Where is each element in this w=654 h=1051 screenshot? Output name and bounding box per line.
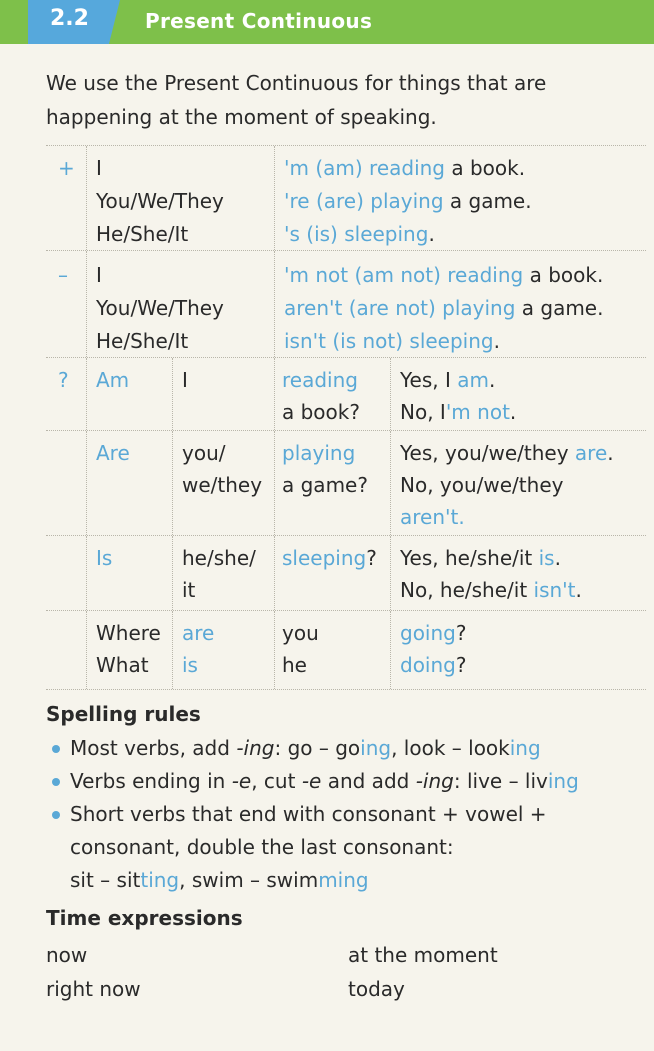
auxiliary: Am	[96, 368, 130, 392]
object: a game.	[515, 296, 604, 320]
verb-form: aren't (are not) playing	[284, 296, 516, 320]
verb-phrase	[284, 292, 603, 325]
question-symbol: ?	[58, 368, 69, 392]
subject: He/She/It	[96, 222, 189, 246]
short-answer-yes: Yes, I am.	[400, 368, 496, 392]
spelling-rules-title: Spelling rules	[46, 702, 201, 726]
subject: we/they	[182, 473, 263, 497]
short-answer-no-cont: aren't.	[400, 505, 465, 529]
short-answer-no: No, you/we/they	[400, 473, 564, 497]
section-number: 2.2	[50, 6, 89, 31]
section-header	[0, 0, 654, 44]
subject: he/she/	[182, 546, 256, 570]
question-row-are	[46, 430, 646, 535]
time-expression: right now	[46, 977, 141, 1001]
verb-phrase: doing?	[400, 653, 467, 677]
auxiliary: Is	[96, 546, 113, 570]
object: .	[428, 222, 435, 246]
verb-phrase	[284, 185, 532, 218]
verb-form: playing	[282, 441, 356, 465]
object: a game?	[282, 473, 368, 497]
object: a game.	[443, 189, 532, 213]
subject: I	[182, 368, 188, 392]
bullet-icon	[52, 811, 60, 819]
subject: you/	[182, 441, 226, 465]
spelling-rules-list	[46, 732, 636, 897]
intro-line-2: happening at the moment of speaking.	[46, 105, 437, 129]
spelling-rule: Short verbs that end with consonant + vowel + consonant, double the last consonant: sit – sitting, swim – swimming	[46, 798, 636, 897]
section-title: Present Continuous	[145, 9, 373, 33]
auxiliary: Are	[96, 441, 130, 465]
subject: I	[96, 263, 102, 287]
verb-phrase	[284, 259, 603, 292]
subject: You/We/They	[96, 189, 224, 213]
intro-line-1: We use the Present Continuous for things that are	[46, 71, 547, 95]
time-expression: at the moment	[348, 943, 498, 967]
plus-symbol: +	[58, 156, 75, 180]
subject: he	[282, 653, 307, 677]
subject: you	[282, 621, 319, 645]
spelling-rule: Verbs ending in -e, cut -e and add -ing: live – living	[46, 765, 636, 798]
verb-phrase	[284, 325, 500, 358]
object: .	[493, 329, 500, 353]
intro-text	[46, 66, 626, 134]
verb-form: reading	[282, 368, 358, 392]
question-row-am	[46, 357, 646, 430]
minus-symbol: –	[58, 263, 68, 287]
short-answer-no: No, he/she/it isn't.	[400, 578, 582, 602]
verb-form: isn't (is not) sleeping	[284, 329, 494, 353]
verb-phrase	[284, 218, 435, 251]
wh-question-row	[46, 610, 646, 690]
subject: You/We/They	[96, 296, 224, 320]
time-expressions-title: Time expressions	[46, 906, 243, 930]
object: a book?	[282, 400, 360, 424]
subject: I	[96, 156, 102, 180]
wh-word: Where	[96, 621, 161, 645]
verb-phrase	[284, 152, 525, 185]
auxiliary: is	[182, 653, 198, 677]
time-expression: now	[46, 943, 88, 967]
short-answer-yes: Yes, he/she/it is.	[400, 546, 561, 570]
affirmative-row	[46, 145, 646, 250]
verb-phrase: going?	[400, 621, 467, 645]
verb-form: 'm (am) reading	[284, 156, 446, 180]
verb-form: 's (is) sleeping	[284, 222, 429, 246]
question-row-is	[46, 535, 646, 610]
object: a book.	[523, 263, 604, 287]
object: a book.	[445, 156, 526, 180]
verb-form: 'm not (am not) reading	[284, 263, 524, 287]
subject: He/She/It	[96, 329, 189, 353]
bullet-icon	[52, 778, 60, 786]
spelling-rule: Most verbs, add -ing: go – going, look – looking	[46, 732, 636, 765]
wh-word: What	[96, 653, 149, 677]
auxiliary: are	[182, 621, 215, 645]
verb-phrase: sleeping?	[282, 546, 377, 570]
verb-form: 're (are) playing	[284, 189, 444, 213]
negative-row	[46, 250, 646, 357]
subject: it	[182, 578, 196, 602]
short-answer-no: No, I'm not.	[400, 400, 517, 424]
grammar-table	[46, 145, 646, 690]
bullet-icon	[52, 745, 60, 753]
time-expression: today	[348, 977, 405, 1001]
short-answer-yes: Yes, you/we/they are.	[400, 441, 614, 465]
